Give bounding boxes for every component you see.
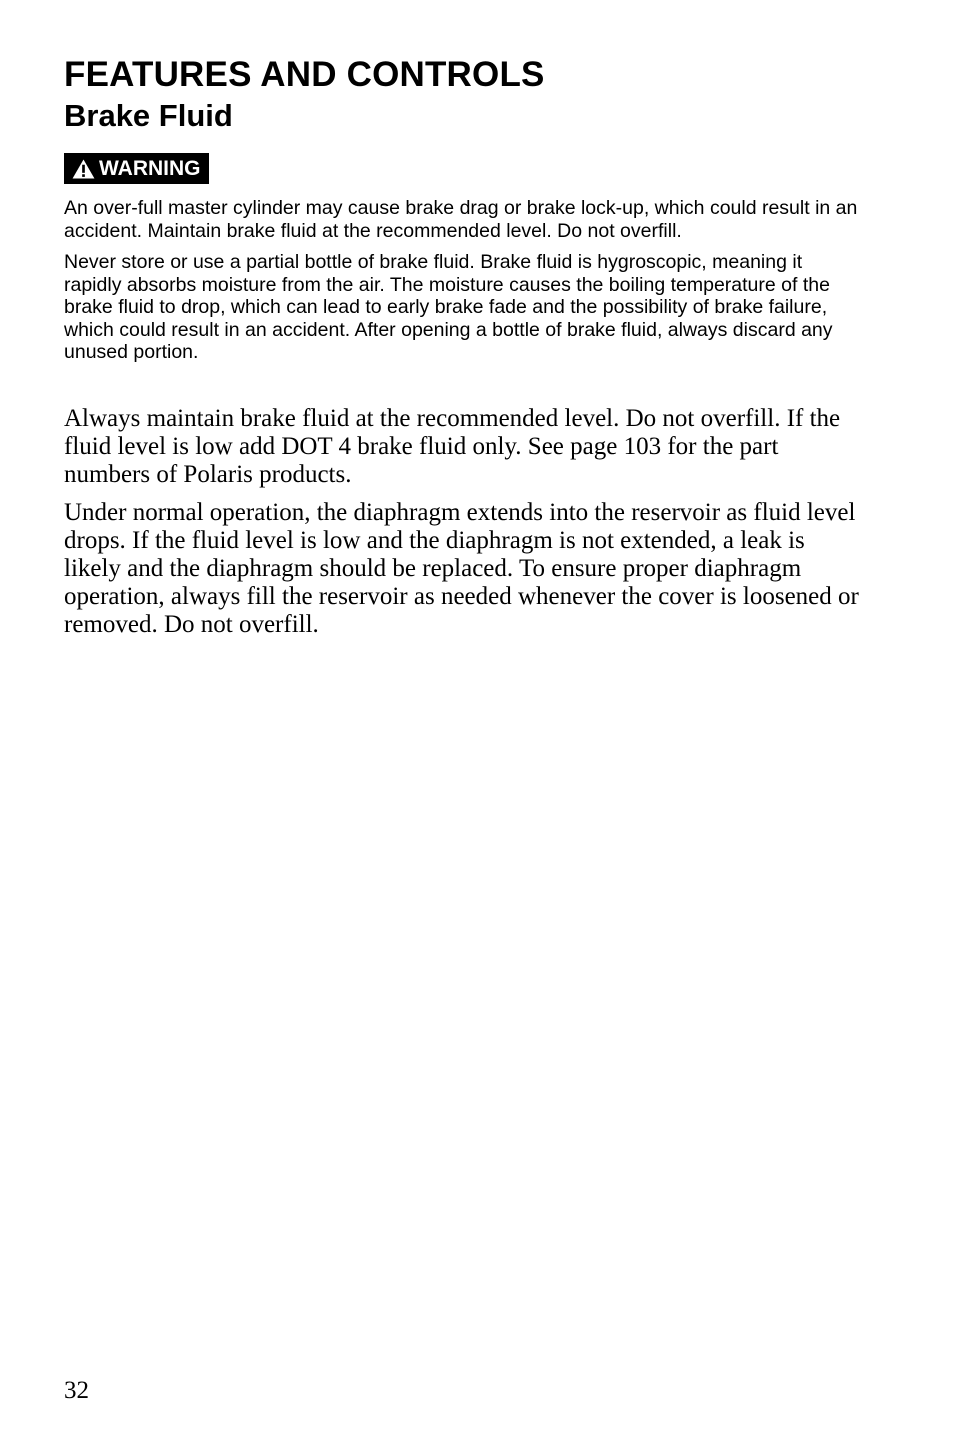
section-title: FEATURES AND CONTROLS (64, 55, 545, 94)
body-paragraph: Under normal operation, the diaphragm extends into the reservoir as fluid level drops. If the fluid level is low and the diaphragm is not extended, a leak is likely and the diaphragm should be replaced. To ensure proper diaphragm operation, always fill the reservoir as needed whenever the cover is loosened or removed. Do not overfill. (64, 498, 859, 638)
body-paragraph: Always maintain brake fluid at the recommended level. Do not overfill. If the fluid level is low add DOT 4 brake fluid only. See page 103 for the part numbers of Polaris products. (64, 404, 841, 488)
warning-triangle-icon (72, 159, 95, 179)
page-number: 32 (64, 1377, 89, 1404)
warning-paragraph: An over-full master cylinder may cause brake drag or brake lock-up, which could result in an accident. Maintain brake fluid at the recommended level. Do not overfill. (64, 197, 858, 242)
page-content (64, 0, 864, 639)
warning-label: WARNING (99, 156, 201, 180)
warning-paragraph: Never store or use a partial bottle of brake fluid. Brake fluid is hygroscopic, meaning it rapidly absorbs moisture from the air. The moisture causes the boiling temperature of the brake fluid to drop, which can lead to early brake fade and the possibility of brake failure, which could result in an accident. After opening a bottle of brake fluid, always discard any unused portion. (64, 251, 833, 363)
warning-badge (64, 153, 209, 184)
subsection-title: Brake Fluid (64, 98, 233, 133)
